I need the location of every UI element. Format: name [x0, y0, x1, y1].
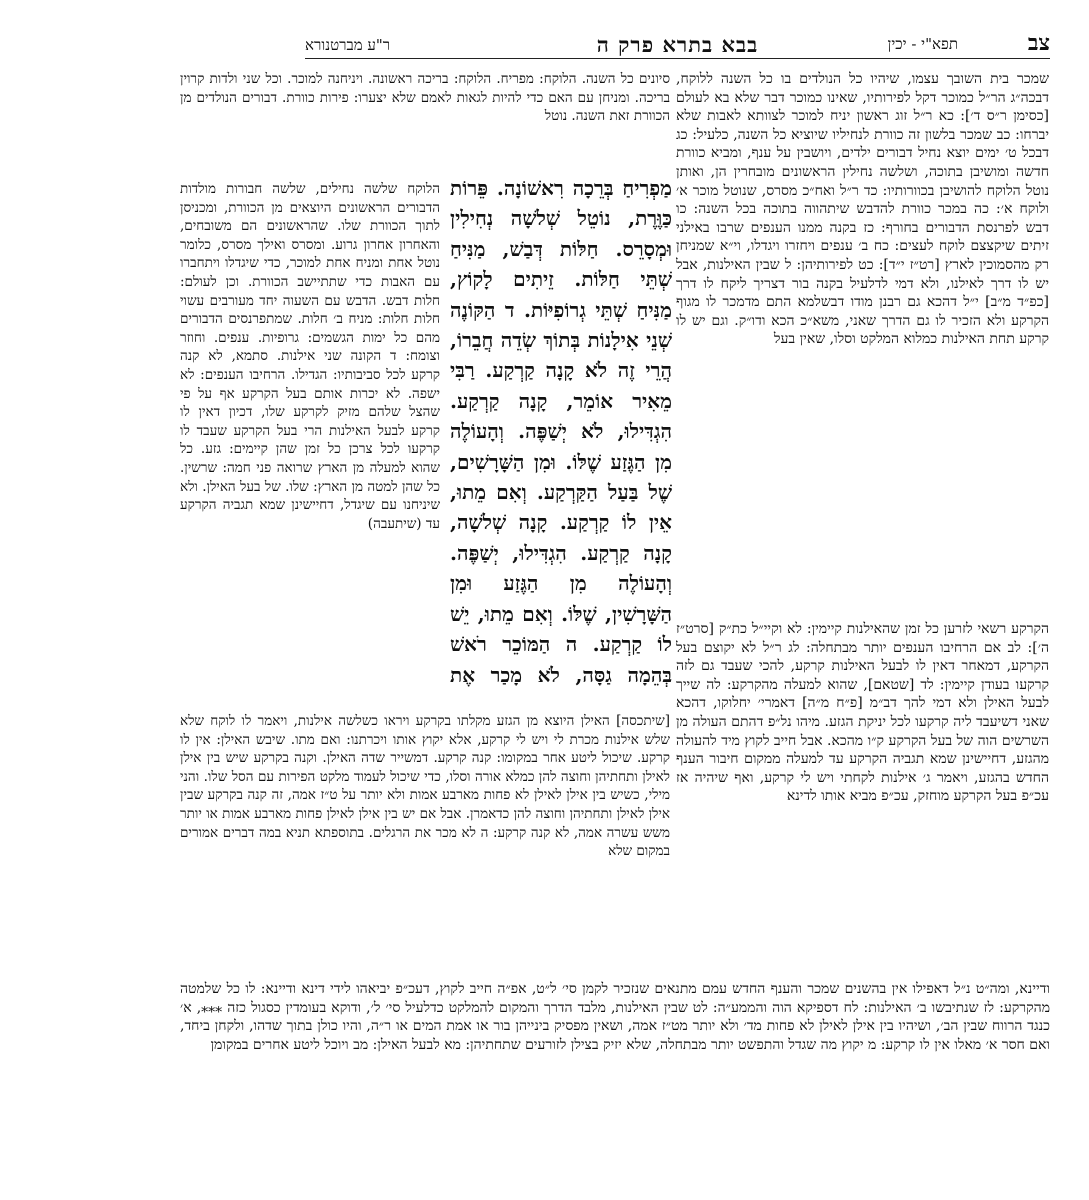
- header-left-commentary-label: תפא"י - יכין: [887, 35, 958, 53]
- tiferet-bottom-text: ודיינא, ומה״ט נ״ל דאפילו אין בהשנים שמכר והענף החדש עמם מתנאים שנזכיר לקמן סי׳ ל״ט, אפ״ה חייב לקוץ, דעכ״פ יביאהו לידי דינא ודיינא: לו כל שלמטה מהקרקע: לז שנתיבשו ב׳ האילנות: לח דספיקא הוה והממע״ה: לט שבין האילנות, מלבד הדרך והמקום להמלקט כדלעיל סי׳ ל׳, ודוקא בעומדין כסגול כזה ⁎⁎⁎, א׳ כנגד הרווח שבין הב׳, ושיהיו בין אילן לאילן לא פחות מד׳ ולא יותר מט״ז אמה, ושאין מפסיק בינייהן בור או אמת המים או ר״ה, והיו כולן בתוך שדהו, ולקחן ביחד, ואם חסר א׳ מאלו אין לו קרקע: מ יקוץ מה שגדל והתפשט יותר מבתחלה, שלא יזיק בצילן לזורעים שתחתיהן: מא לבעל האילן: מב ויוכל ליטע אחרים במקומן: [180, 981, 1050, 1053]
- mishna-text-block: [450, 173, 672, 693]
- tiferet-yisrael-column-lower: [676, 620, 1049, 980]
- header-right-commentary-label: ר"ע מברטנורא: [305, 36, 391, 54]
- bartenura-top-text: סיונים כל השנה. הלוקח: מפריח. הלוקח: בריכה ראשונה. ויניחנה למוכר. וכל שני ולדות קרוין בריכה. ומניחן עם האם כדי להיות לגאות לאמם שלא יצערו: פירות כוורת. דבורים הנולדים מן הכוורת זאת השנה. נוטל: [180, 71, 670, 125]
- bartenura-column-narrow: [180, 180, 440, 710]
- page-title: בבא בתרא פרק ה: [596, 32, 759, 57]
- bartenura-narrow-text: הלוקח שלשה נחילים, שלשה חבורות מולדות הדבורים הראשונים היוצאים מן הכוורת, ומכניסן לתוך הכוורת שלו. שהראשונים הם משובחים, והאחרון אחרון גרוע. ומסרס ואילך מסרס, כלומר נוטל אחת ומניח אחת למוכר, כדי שיגדלו ויתחברו עם האבות כדי שתתיישב הכוורת. וכן לעולם: חלות דבש. הדבש עם השעוה יחד מעורבים עשוי חלות חלות: מניח ב׳ חלות. שמתפרנסים הדבורים מהם כל ימות הגשמים: גרופיות. ענפים. וחוזר וצומח: ד הקונה שני אילנות. סתמא, לא קנה קרקע לכל סביבותיו: הגדילו. הרחיבו הענפים: לא ישפה. לא יכרות אותם בעל הקרקע אף על פי שהצל שלהם מזיק לקרקע שלו, דכיון דאין לו קרקע לבעל האילנות הרי בעל הקרקע שעבד לו קרקעו לכל צרכן כל זמן שהן קיימים: גזע. כל שהוא למעלה מן הארץ שרואה פני חמה: שרשין. כל שהן למטה מן הארץ: שלו. של בעל האילן. ולא שיניחנו עם שיגדל, דחיישינן שמא תגביה הקרקע עד (שיתעבה): [180, 181, 440, 532]
- bartenura-column-lower: [180, 712, 670, 980]
- mishna-text: מַפְרִיחַ בְּרֵכָה רִאשׁוֹנָה. פֵּרוֹת כַּוֶּרֶת, נוֹטֵל שְׁלשָׁה נְחִילִין וּמְסָרֵס. חַלּוֹת דְּבַשׁ, מַנִּיחַ שְׁתֵּי חַלּוֹת. זֵיתִים לָקוֹץ, מַנִּיחַ שְׁתֵּי גְרוֹפִיּוֹת. ד הַקּוֹנֶה שְׁנֵי אִילָנוֹת בְּתוֹךְ שְׂדֵה חֲבֵרוֹ, הֲרֵי זֶה לֹא קָנָה קַרְקַע. רַבִּי מֵאִיר אוֹמֵר, קָנָה קַרְקַע. הִגְדִּילוּ, לֹא יְשַׁפֶּה. וְהָעוֹלֶה מִן הַגֶּזַע שֶׁלּוֹ. וּמִן הַשָּׁרָשִׁים, שֶׁל בַּעַל הַקַּרְקַע. וְאִם מֵתוּ, אֵין לוֹ קַרְקַע. קָנָה שְׁלשָׁה, קָנָה קַרְקַע. הִגְדִּילוּ, יְשַׁפֶּה. וְהָעוֹלֶה מִן הַגֶּזַע וּמִן הַשָּׁרָשִׁין, שֶׁלּוֹ. וְאִם מֵתוּ, יֵשׁ לוֹ קַרְקַע. ה הַמּוֹכֵר רֹאשׁ בְּהֵמָה גַסָּה, לֹא מָכַר אֶת: [450, 176, 672, 687]
- tiferet-upper-text: שמכר בית השובך עצמו, שיהיו כל הנולדים בו כל השנה ללוקח, דבכה״ג הר״ל כמוכר דקל לפירותיו, שאינו כמוכר דבר שלא בא לעולם [כסימן ר״ס ד׳]: כא ר״ל זוג ראשון יניח למוכר לצוותא לאבות שלא יברחו: כב שמכר בלשון זה כוורת לנחיליו שיוציא כל השנה, כלעיל: כג דבכל ט׳ ימים יוצא נחיל דבורים ילדים, ויושבין על ענף, ומביא כוורת חדשה ומושיבן בתוכה, ושלשה נחילין הראשונים מובחרין הן, ואותן נוטל הלוקח להושיבן בכוורותיו: כד ר״ל ואח״כ מסרס, שנוטל מוכר א׳ ולוקח א׳: כה במכר כוורת להדבש שיתהווה בתוכה בכל השנה: כו דבש לפרנסת הדבורים בחורף: כז בקנה ממנו הענפים שרבו באילני זיתים שיקצצם לוקח לעצים: כח ב׳ ענפים ויחזרו ויגדלו, וי״א שמניחן רק מהסמוכין לארץ [רט״ז י״ד]: כט לפירותיהן: ל שבין האילנות, אבל יש לו דרך לאילנו, ולא דמי לדלעיל בקנה בור דצריך ליקח לו דרך [כפ״ד מ״ב] י״ל דהכא גם רבנן מודו דבשלמא התם מדמכר לו מגוף הקרקע ולא הזכיר לו גם הדרך שאני, משא״כ הכא ודו״ק. וגם יש לו קרקע תחת האילנות כמלוא המלקט וסלו, שאין בעל: [676, 71, 1049, 348]
- tiferet-yisrael-column-upper: [676, 70, 1049, 620]
- tiferet-lower-text: הקרקע רשאי לזרען כל זמן שהאילנות קיימין: לא וקיי״ל כת״ק [סרט״ז ה׳]: לב אם הרחיבו הענפים יותר מבתחלה: לג ר״ל לא יקוצם בעל הקרקע, דמאחר דאין לו לבעל האילנות קרקע, להכי שעבד גם לזה קרקעו בעודן קיימין: לד [שטאם], שהוא למעלה מהקרקע: לה שייך לבעל האילן ולא דמי להך דב״מ [פ״ח מ״ה] דאמרי׳ יחלוקו, דהכא שאני דשיעבד ליה קרקעו לכל יניקת הגזע. מיהו נל״פ דהתם העולה מן השרשים הוה של בעל הקרקע ק״ו מהכא. אבל חייב לקוץ מיד להעולה מהגזע, דחיישינן שמא תגביה הקרקע עד למעלה ממקום חיבור הענף החדש בהגזע, ויאמר ג׳ אילנות לקחתי ויש לי קרקע, ואף שיהיה אז עכ״פ בעל הקרקע מוחזק, עכ״פ מביא אותו לדינא: [676, 621, 1049, 805]
- page-number: צב: [1027, 30, 1050, 56]
- bartenura-lower-text: [שיתכסה] האילן היוצא מן הגזע מקלתו בקרקע ויראו כשלשה אילנות, ויאמר לו לוקח שלא שלש אילנות מכרת לי ויש לי קרקע, אלא יקוץ אותו ויכרתנו: ואם מתו. שיבש האילן: אין לו קרקע. שיכול ליטע אחר במקומו: קנה קרקע. דמשייר שדה האילן. וקנה בקרקע שיש בין אילן לאילן ותחתיהן וחוצה להן כמלא אורה וסלו, כדי שיכול לעמוד מלקט הפירות עם הסל שלו. והני מילי, כשיש בין אילן לאילן לא פחות מארבע אמות ולא יותר על ט״ז אמה, זה קנה בקרקע שבין אילן לאילן ותחתיהן וחוצה להן כדאמרן. אבל אם יש בין אילן לאילן פחות מארבע אמות או יותר משש עשרה אמה, לא קנה קרקע: ה לא מכר את הרגלים. בתוספתא תניא במה דברים אמורים במקום שלא: [180, 713, 670, 860]
- bartenura-column-top: [180, 70, 670, 180]
- tiferet-yisrael-bottom-block: [180, 980, 1050, 1140]
- page-header: [305, 30, 1050, 59]
